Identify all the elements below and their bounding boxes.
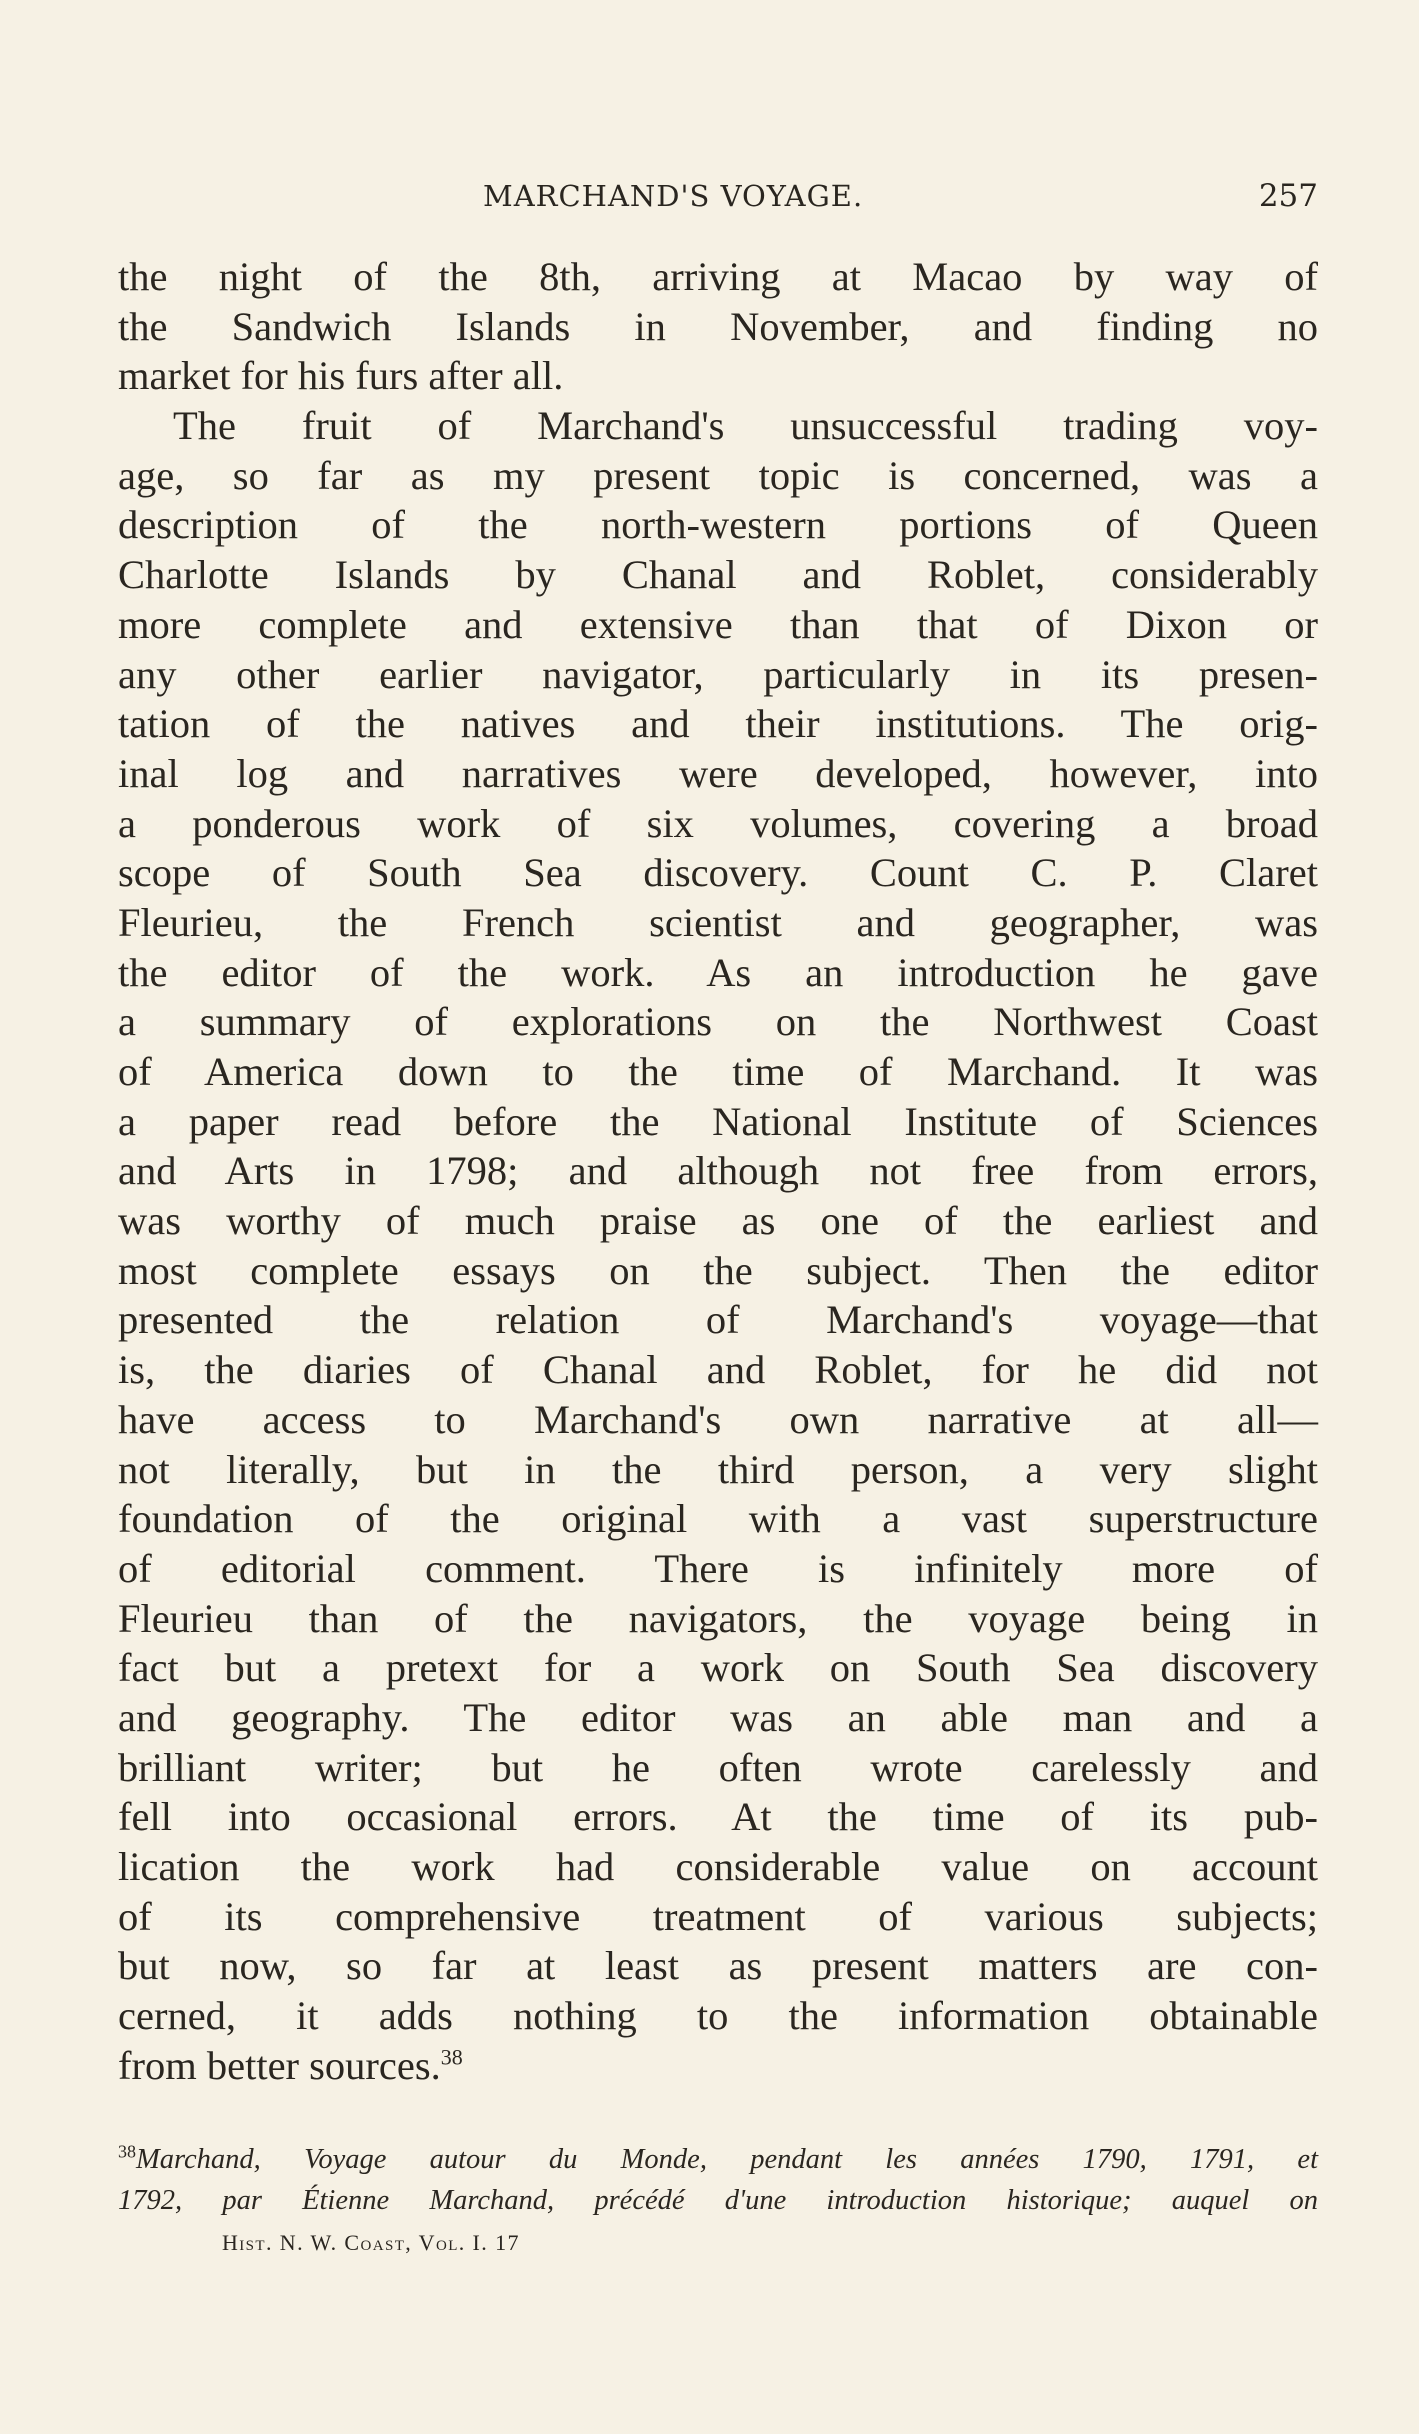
- signature-line: Hist. N. W. Coast, Vol. I. 17: [222, 2230, 520, 2255]
- text-line: was worthy of much praise as one of the earliest and: [118, 1198, 1318, 1244]
- text-line: cerned, it adds nothing to the information obtainable: [118, 1993, 1318, 2039]
- text-line: and Arts in 1798; and although not free from errors,: [118, 1148, 1318, 1194]
- text-line: the editor of the work. As an introduction he gave: [118, 949, 1318, 995]
- text-line: fell into occasional errors. At the time of its pub-: [118, 1794, 1318, 1840]
- text-line: market for his furs after all.: [118, 353, 564, 399]
- text-line: Fleurieu than of the navigators, the voyage being in: [118, 1595, 1318, 1641]
- text-line: of editorial comment. There is infinitely more of: [118, 1545, 1318, 1591]
- running-head: [118, 176, 1318, 216]
- text-line: more complete and extensive than that of Dixon or: [118, 601, 1318, 647]
- text-line: description of the north-western portions of Queen: [118, 502, 1318, 548]
- footnote-line: [118, 2139, 1318, 2180]
- text-line: a summary of explorations on the Northwest Coast: [118, 999, 1318, 1045]
- body-text: [118, 252, 1318, 2090]
- running-title: MARCHAND'S VOYAGE.: [483, 179, 864, 213]
- text-line: age, so far as my present topic is concerned, was a: [118, 452, 1318, 498]
- text-line: not literally, but in the third person, a very slight: [118, 1446, 1318, 1492]
- text-line-final: [118, 2041, 1318, 2091]
- text-line: tation of the natives and their institutions. The orig-: [118, 701, 1318, 747]
- text-line: have access to Marchand's own narrative at all—: [118, 1396, 1318, 1442]
- text-line: scope of South Sea discovery. Count C. P. Claret: [118, 850, 1318, 896]
- text-line: Fleurieu, the French scientist and geographer, was: [118, 899, 1318, 945]
- text-line: but now, so far at least as present matters are con-: [118, 1943, 1318, 1989]
- text-line: brilliant writer; but he often wrote carelessly and: [118, 1744, 1318, 1790]
- text-line: any other earlier navigator, particularly in its presen-: [118, 651, 1318, 697]
- text-line: of America down to the time of Marchand. It was: [118, 1049, 1318, 1094]
- text-line: foundation of the original with a vast superstructure: [118, 1496, 1318, 1542]
- text-line: The fruit of Marchand's unsuccessful trading voy-: [173, 403, 1318, 449]
- text-line-final-text: from better sources.: [118, 2042, 441, 2088]
- text-line: the night of the 8th, arriving at Macao by way of: [118, 254, 1318, 299]
- text-line: lication the work had considerable value on account: [118, 1844, 1318, 1889]
- text-line: presented the relation of Marchand's voyage—that: [118, 1297, 1318, 1343]
- page-number: 257: [1258, 178, 1318, 214]
- footnote-text-1: Marchand, Voyage autour du Monde, pendant les années 1790, 1791, et: [136, 2144, 1318, 2175]
- footnote-line: 1792, par Étienne Marchand, précédé d'une introduction historique; auquel on: [118, 2185, 1318, 2216]
- text-line: most complete essays on the subject. Then the editor: [118, 1247, 1318, 1293]
- text-line: the Sandwich Islands in November, and finding no: [118, 303, 1318, 349]
- text-line: Charlotte Islands by Chanal and Roblet, considerably: [118, 552, 1318, 598]
- text-line: is, the diaries of Chanal and Roblet, for he did not: [118, 1347, 1318, 1393]
- text-line: a ponderous work of six volumes, covering a broad: [118, 800, 1318, 846]
- text-line: and geography. The editor was an able man and a: [118, 1694, 1318, 1740]
- footnote: [118, 2139, 1318, 2221]
- text-line: fact but a pretext for a work on South Sea discovery: [118, 1645, 1318, 1691]
- text-line: of its comprehensive treatment of various subjects;: [118, 1893, 1318, 1939]
- footnote-reference[interactable]: 38: [440, 2044, 463, 2070]
- text-line: a paper read before the National Institute of Sciences: [118, 1098, 1318, 1144]
- text-line: inal log and narratives were developed, however, into: [118, 750, 1318, 796]
- footnote-mark: 38: [118, 2141, 136, 2162]
